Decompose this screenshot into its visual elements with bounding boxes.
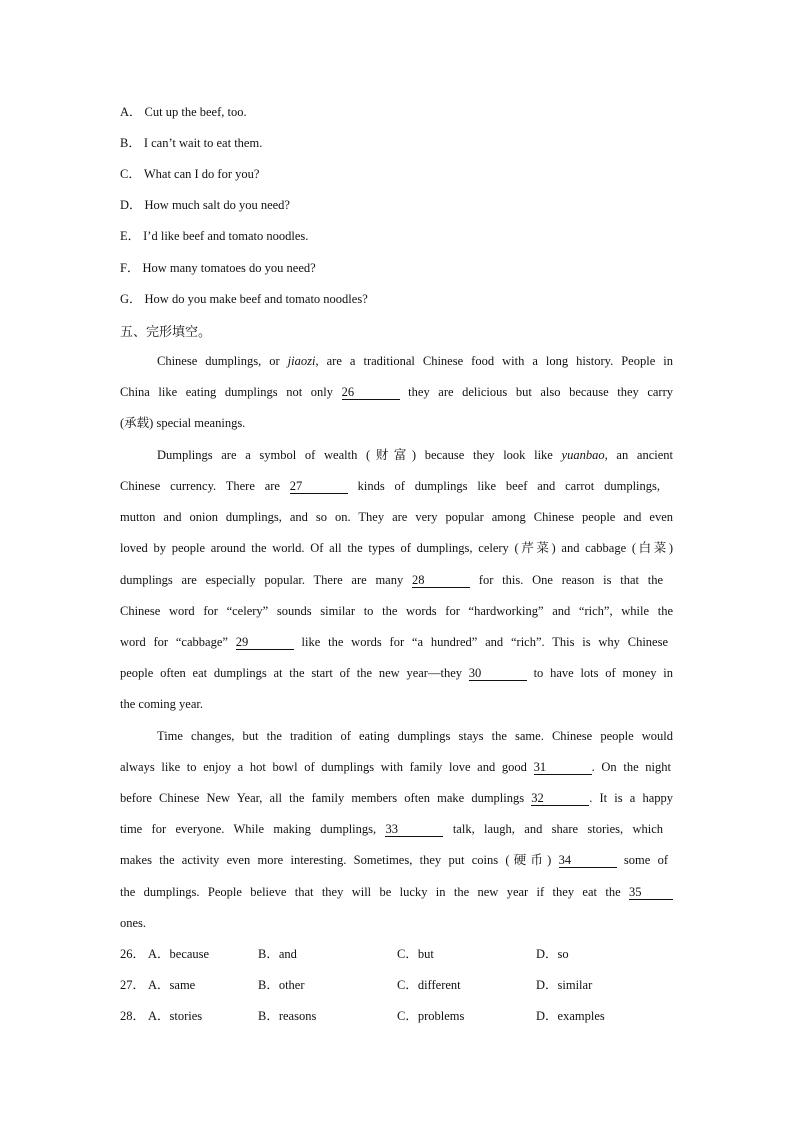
blank-30: 30 (469, 667, 527, 681)
text-run: Chinese currency. There are (120, 479, 280, 493)
option-text: I can’t wait to eat them. (143, 136, 263, 150)
question-number: 28． (120, 1009, 146, 1023)
text-run: dumplings are especially popular. There are many (120, 573, 404, 587)
option-text: I’d like beef and tomato noodles. (143, 229, 309, 243)
choice-b: B．other (258, 978, 305, 992)
blank-31: 31 (534, 761, 592, 775)
option-letter: D． (120, 198, 142, 212)
passage-line (120, 852, 668, 868)
passage-line: mutton and onion dumplings, and so on. They are very popular among Chinese people and even (120, 510, 673, 524)
option-letter: B． (120, 136, 141, 150)
option-text: How do you make beef and tomato noodles? (144, 292, 368, 306)
option-letter: G． (120, 292, 142, 306)
passage-line: ones. (120, 916, 147, 930)
passage-line (157, 447, 673, 463)
text-run: makes the activity even more interesting. Sometimes, they put coins (硬币) (120, 853, 552, 867)
choice-a: A．stories (148, 1009, 203, 1023)
text-run: Dumplings are a symbol of wealth (财富) because they look like (157, 448, 562, 462)
text-run: time for everyone. While making dumplings, (120, 822, 377, 836)
passage-line (120, 634, 668, 650)
passage-line (120, 884, 673, 900)
option-text: What can I do for you? (143, 167, 260, 181)
passage-line: the coming year. (120, 697, 203, 711)
italic-term: yuanbao (561, 448, 605, 462)
option-b (120, 135, 262, 151)
text-run: , an ancient (604, 448, 673, 462)
choice-d: D．similar (536, 978, 593, 992)
text-run: like the words for “a hundred” and “rich”. This is why Chinese (301, 635, 669, 649)
option-letter: C． (120, 167, 141, 181)
text-run: people often eat dumplings at the start of the new year—they (120, 666, 462, 680)
text-run: before Chinese New Year, all the family members often make dumplings (120, 791, 525, 805)
text-run: . It is a happy (589, 791, 673, 805)
option-f (120, 260, 316, 276)
blank-29: 29 (236, 636, 294, 650)
blank-34: 34 (559, 854, 617, 868)
passage-line (120, 665, 673, 681)
blank-35: 35 (629, 886, 673, 900)
blank-32: 32 (531, 792, 589, 806)
passage-line: Time changes, but the tradition of eating dumplings stays the same. Chinese people would (157, 729, 673, 743)
option-e (120, 228, 308, 244)
blank-26: 26 (342, 386, 400, 400)
option-letter: E． (120, 229, 141, 243)
passage-line: loved by people around the world. Of all the types of dumplings, celery (芹菜) and cabbage (白菜) (120, 541, 673, 555)
choice-d: D．examples (536, 1009, 605, 1023)
choice-d: D．so (536, 947, 569, 961)
question-number: 26． (120, 947, 146, 961)
choice-a: A．because (148, 947, 210, 961)
text-run: word for “cabbage” (120, 635, 228, 649)
text-run: talk, laugh, and share stories, which (452, 822, 664, 836)
text-run: some of (623, 853, 669, 867)
option-g (120, 291, 368, 307)
text-run: . On the night (591, 760, 671, 774)
text-run: China like eating dumplings not only (120, 385, 334, 399)
text-run: Chinese dumplings, or (157, 354, 288, 368)
option-c (120, 166, 259, 182)
option-letter: F． (120, 261, 140, 275)
passage-line (120, 384, 673, 400)
text-run: to have lots of money in (533, 666, 673, 680)
passage-line (120, 790, 673, 806)
option-text: Cut up the beef, too. (144, 105, 247, 119)
text-run: they are delicious but also because they carry (408, 385, 673, 399)
option-text: How much salt do you need? (144, 198, 290, 212)
text-run: kinds of dumplings like beef and carrot dumplings, (357, 479, 661, 493)
text-run: , are a traditional Chinese food with a long history. People in (315, 354, 674, 368)
option-a (120, 104, 247, 120)
passage-line (120, 478, 660, 494)
question-number: 27． (120, 978, 146, 992)
italic-term: jiaozi (287, 354, 316, 368)
choice-a: A．same (148, 978, 196, 992)
blank-33: 33 (385, 823, 443, 837)
choice-b: B．and (258, 947, 297, 961)
passage-line: (承载) special meanings. (120, 416, 246, 430)
passage-line (120, 821, 663, 837)
blank-27: 27 (290, 480, 348, 494)
passage-line (120, 759, 671, 775)
passage-line: Chinese word for “celery” sounds similar to the words for “hardworking” and “rich”, while the (120, 604, 673, 618)
section-title: 五、完形填空。 (120, 324, 212, 339)
blank-28: 28 (412, 574, 470, 588)
text-run: always like to enjoy a hot bowl of dumplings with family love and good (120, 760, 527, 774)
choice-b: B．reasons (258, 1009, 317, 1023)
choice-c: C．problems (397, 1009, 465, 1023)
text-run: for this. One reason is that the (478, 573, 664, 587)
option-d (120, 197, 290, 213)
option-text: How many tomatoes do you need? (142, 261, 316, 275)
text-run: the dumplings. People believe that they will be lucky in the new year if they eat the (120, 885, 621, 899)
passage-line (157, 353, 673, 369)
option-letter: A． (120, 105, 142, 119)
passage-line (120, 572, 663, 588)
choice-c: C．different (397, 978, 461, 992)
choice-c: C．but (397, 947, 434, 961)
